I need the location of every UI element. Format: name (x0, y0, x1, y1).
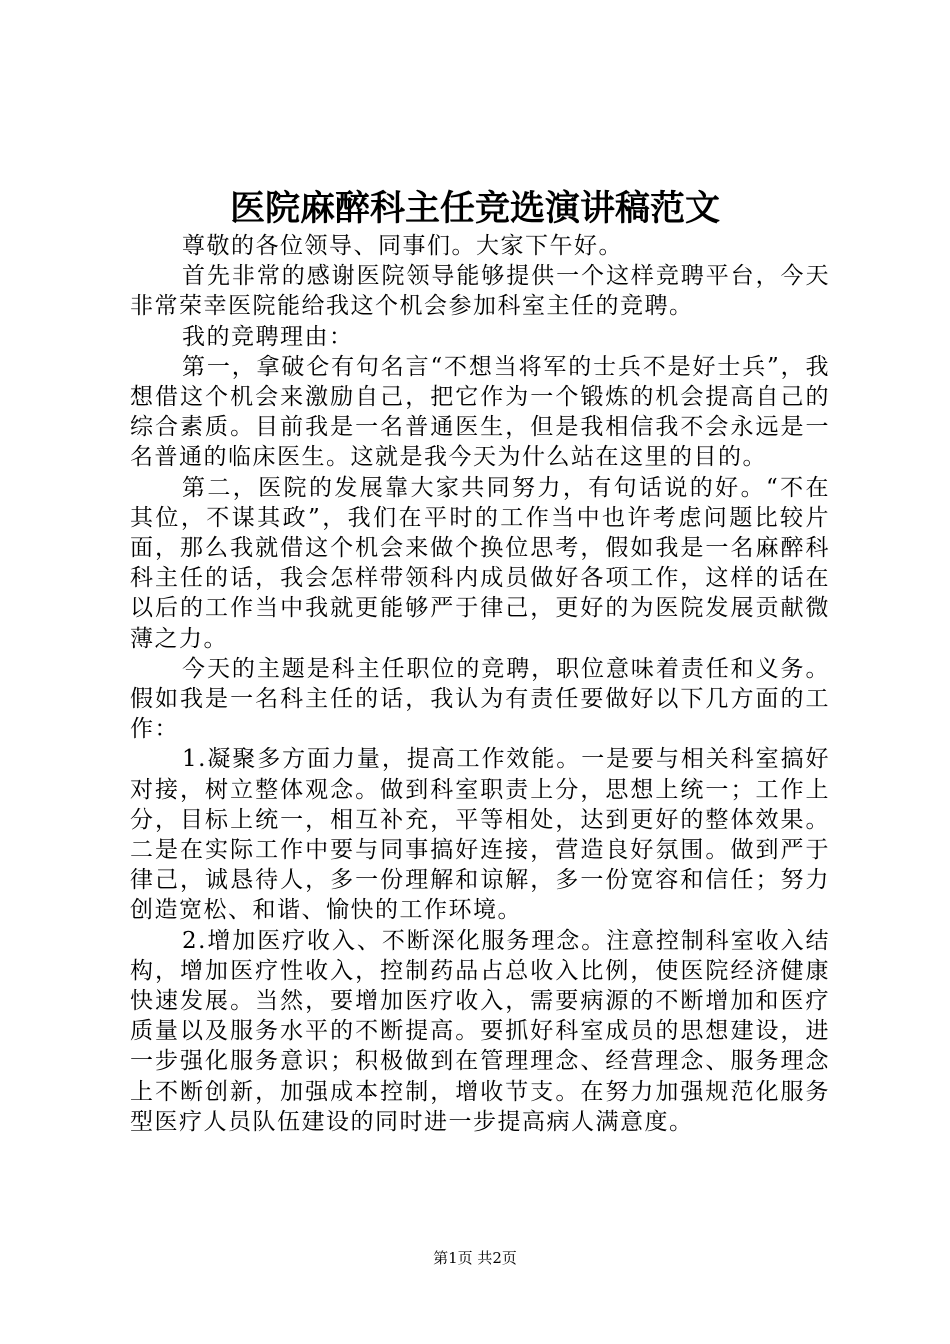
paragraph-thanks: 首先非常的感谢医院领导能够提供一个这样竞聘平台，今天非常荣幸医院能给我这个机会参加科室主任的竞聘。 (130, 263, 830, 320)
paragraph-theme: 今天的主题是科主任职位的竞聘，职位意味着责任和义务。假如我是一名科主任的话，我认为有责任要做好以下几方面的工作： (130, 655, 830, 743)
document-title: 医院麻醉科主任竞选演讲稿范文 (229, 188, 720, 229)
page-footer: 第1页 共2页 (433, 1249, 517, 1267)
paragraph-reason-two: 第二，医院的发展靠大家共同努力，有句话说的好。“不在其位，不谋其政”，我们在平时的工作当中也许考虑问题比较片面，那么我就借这个机会来做个换位思考，假如我是一名麻醉科科主任的话，我会怎样带领科内成员做好各项工作，这样的话在以后的工作当中我就更能够严于律己，更好的为医院发展贡献微薄之力。 (130, 474, 830, 652)
paragraph-reasons-heading: 我的竞聘理由： (182, 323, 354, 350)
paragraph-point-one: 1.凝聚多方面力量，提高工作效能。一是要与相关科室搞好对接，树立整体观念。做到科室职责上分，思想上统一；工作上分，目标上统一，相互补充，平等相处，达到更好的整体效果。二是在实际工作中要与同事搞好连接，营造良好氛围。做到严于律己，诚恳待人，多一份理解和谅解，多一份宽容和信任；努力创造宽松、和谐、愉快的工作环境。 (130, 746, 830, 924)
paragraph-reason-one: 第一，拿破仑有句名言“不想当将军的士兵不是好士兵”，我想借这个机会来激励自己，把它作为一个锻炼的机会提高自己的综合素质。目前我是一名普通医生，但是我相信我不会永远是一名普通的临床医生。这就是我今天为什么站在这里的目的。 (130, 353, 830, 471)
paragraph-point-two: 2.增加医疗收入、不断深化服务理念。注意控制科室收入结构，增加医疗性收入，控制药品占总收入比例，使医院经济健康快速发展。当然，要增加医疗收入，需要病源的不断增加和医疗质量以及服务水平的不断提高。要抓好科室成员的思想建设，进一步强化服务意识；积极做到在管理理念、经营理念、服务理念上不断创新，加强成本控制，增收节支。在努力加强规范化服务型医疗人员队伍建设的同时进一步提高病人满意度。 (130, 927, 830, 1135)
document-body (130, 231, 830, 1137)
paragraph-greeting: 尊敬的各位领导、同事们。大家下午好。 (182, 233, 623, 259)
